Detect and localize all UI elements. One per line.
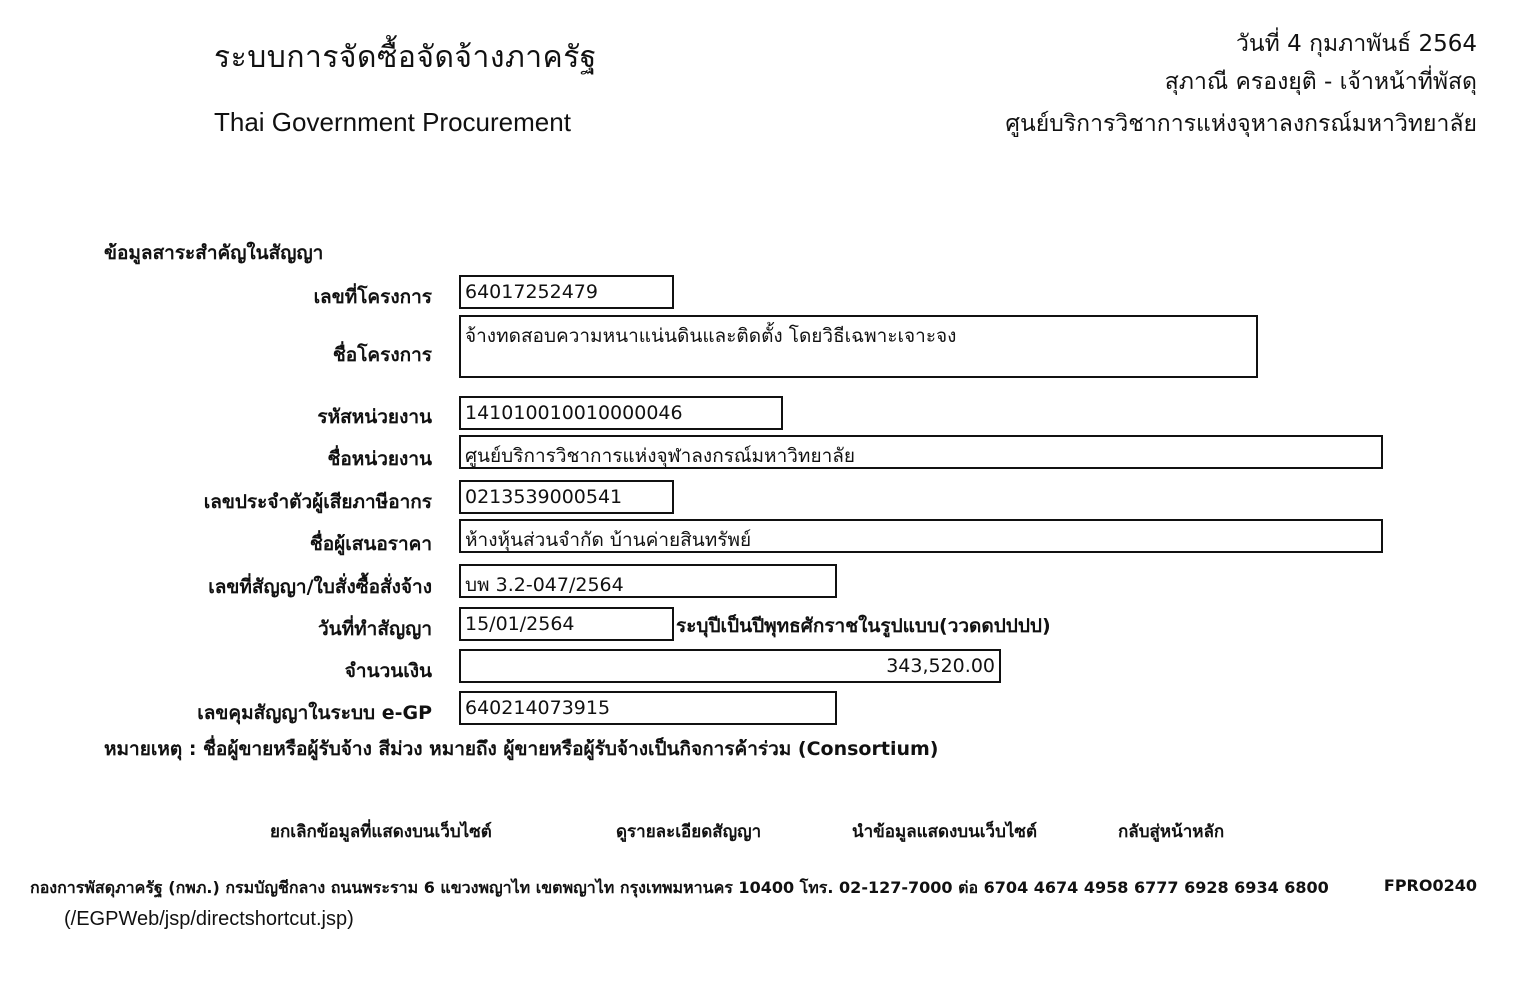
page-path: (/EGPWeb/jsp/directshortcut.jsp) (64, 908, 354, 930)
tax-id-label: เลขประจำตัวผู้เสียภาษีอากร (203, 491, 432, 513)
unit-name-field[interactable]: ศูนย์บริการวิชาการแห่งจุฬาลงกรณ์มหาวิทยาลัย (459, 435, 1383, 469)
project-no-label: เลขที่โครงการ (313, 286, 432, 308)
cancel-display-link[interactable]: ยกเลิกข้อมูลที่แสดงบนเว็บไซต์ (270, 822, 492, 842)
current-date: วันที่ 4 กุมภาพันธ์ 2564 (1236, 31, 1477, 57)
user-organization: ศูนย์บริการวิชาการแห่งจุหาลงกรณ์มหาวิทยาลัย (1005, 111, 1477, 137)
egp-control-no-label: เลขคุมสัญญาในระบบ e-GP (197, 702, 432, 724)
unit-code-label: รหัสหน่วยงาน (317, 406, 432, 428)
egp-control-no-field[interactable]: 640214073915 (459, 691, 837, 725)
contract-date-field[interactable]: 15/01/2564 (459, 607, 674, 641)
system-title-thai: ระบบการจัดซื้อจัดจ้างภาครัฐ (214, 40, 597, 75)
amount-label: จำนวนเงิน (344, 660, 432, 682)
bidder-name-field[interactable]: ห้างหุ้นส่วนจำกัด บ้านค่ายสินทรัพย์ (459, 519, 1383, 553)
contract-no-label: เลขที่สัญญา/ใบสั่งซื้อสั่งจ้าง (208, 576, 432, 598)
contract-date-label: วันที่ทำสัญญา (317, 618, 432, 640)
unit-code-field[interactable]: 141010010010000046 (459, 396, 783, 430)
project-name-label: ชื่อโครงการ (332, 344, 432, 366)
system-title-english: Thai Government Procurement (214, 107, 571, 137)
amount-field[interactable]: 343,520.00 (459, 649, 1001, 683)
project-name-field[interactable]: จ้างทดสอบความหนาแน่นดินและติดตั้ง โดยวิธีเฉพาะเจาะจง (459, 315, 1258, 378)
unit-name-label: ชื่อหน่วยงาน (327, 448, 432, 470)
consortium-note: หมายเหตุ : ชื่อผู้ขายหรือผู้รับจ้าง สีม่วง หมายถึง ผู้ขายหรือผู้รับจ้างเป็นกิจการค้าร่วม (Consortium) (104, 738, 939, 760)
current-user: สุภาณี ครองยุติ - เจ้าหน้าที่พัสดุ (1164, 69, 1477, 95)
page-code: FPRO0240 (1383, 876, 1477, 895)
section-title: ข้อมูลสาระสำคัญในสัญญา (104, 242, 324, 264)
footer-address: กองการพัสดุภาครัฐ (กพภ.) กรมบัญชีกลาง ถนนพระราม 6 แขวงพญาไท เขตพญาไท กรุงเทพมหานคร 10400 โทร. 02-127-7000 ต่อ 6704 4674 4958 6777 6928 6934 6800 (30, 878, 1329, 897)
contract-no-field[interactable]: บพ 3.2-047/2564 (459, 564, 837, 598)
bidder-name-label: ชื่อผู้เสนอราคา (309, 533, 432, 555)
contract-date-hint: ระบุปีเป็นปีพุทธศักราชในรูปแบบ(ววดดปปปป) (676, 615, 1051, 637)
view-contract-detail-link[interactable]: ดูรายละเอียดสัญญา (616, 822, 762, 842)
project-no-field[interactable]: 64017252479 (459, 275, 674, 309)
back-to-home-link[interactable]: กลับสู่หน้าหลัก (1118, 822, 1225, 842)
tax-id-field[interactable]: 0213539000541 (459, 480, 674, 514)
publish-to-website-link[interactable]: นำข้อมูลแสดงบนเว็บไซต์ (852, 822, 1037, 842)
